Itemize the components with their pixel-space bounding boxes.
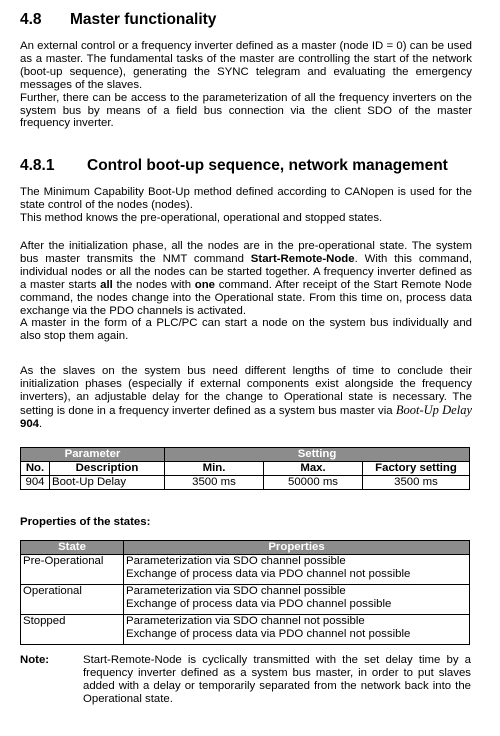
- all-emphasis: all: [100, 278, 113, 291]
- parameter-group-header: Parameter: [21, 448, 165, 462]
- col-no-header: No.: [21, 462, 50, 476]
- states-table: [20, 540, 470, 645]
- section-number: 4.8: [20, 11, 42, 28]
- col-factory-header: Factory setting: [363, 462, 470, 476]
- state-property-cell: Exchange of process data via PDO channel possible: [124, 598, 470, 611]
- parameter-table: [20, 447, 470, 490]
- table-row: [21, 585, 470, 599]
- state-property-cell: Parameterization via SDO channel possible: [124, 585, 470, 599]
- subsection-number: 4.8.1: [20, 157, 55, 174]
- param-min-cell: 3500 ms: [165, 476, 264, 490]
- parameter-table-column-row: [21, 462, 470, 476]
- plc-master-text: A master in the form of a PLC/PC can start a node on the system bus individually and also stop them again.: [20, 317, 472, 343]
- param-max-cell: 50000 ms: [264, 476, 363, 490]
- one-emphasis: one: [194, 278, 216, 291]
- state-property-cell: Exchange of process data via PDO channel not possible: [124, 628, 470, 641]
- param-factory-cell: 3500 ms: [363, 476, 470, 490]
- state-name-cell: Stopped: [21, 615, 124, 642]
- table-row: [21, 555, 470, 569]
- state-name-cell: Operational: [21, 585, 124, 612]
- master-tasks-paragraph: An external control or a frequency inverter defined as a master (node ID = 0) can be used as a master. The fundamental tasks of the master are controlling the start of the network (boot-up sequence), generating the SYNC telegram and evaluating the emergency messages of the slaves.: [20, 40, 472, 91]
- state-property-cell: Parameterization via SDO channel not possible: [124, 615, 470, 629]
- setting-group-header: Setting: [165, 448, 470, 462]
- state-name-cell: Pre-Operational: [21, 555, 124, 582]
- parameter-table-group-row: [21, 448, 470, 462]
- field-bus-access-paragraph: Further, there can be access to the parameterization of all the frequency inverters on the system bus by means of a field bus connection via the client SDO of the master frequency inverter.: [20, 91, 472, 130]
- states-heading: Properties of the states:: [20, 516, 151, 528]
- note-label: Note:: [20, 654, 50, 666]
- table-row: [21, 476, 470, 490]
- subsection-heading: [20, 157, 472, 175]
- table-row: [21, 615, 470, 629]
- section-heading: [20, 11, 472, 29]
- section-title: Master functionality: [70, 11, 217, 28]
- boot-delay-text: As the slaves on the system bus need different lengths of time to conclude their initialization phases (especially if external components exist alongside the frequency inverters), an adjustable delay for the change to Operational state is necessary. The setting is done in a frequency inverter defined as a system bus master via Boot-Up Delay 904.: [20, 365, 472, 430]
- col-min-header: Min.: [165, 462, 264, 476]
- state-property-cell: Parameterization via SDO channel possible: [124, 555, 470, 569]
- nmt-paragraph: [20, 240, 472, 343]
- bootup-method-paragraph: [20, 186, 472, 225]
- start-remote-node-term: Start-Remote-Node: [250, 252, 355, 265]
- boot-delay-paragraph: [20, 365, 472, 431]
- states-known-text: This method knows the pre-operational, operational and stopped states.: [20, 211, 383, 224]
- nmt-text: After the initialization phase, all the nodes are in the pre-operational state. The system bus master transmits the NMT command Start-Remote-Node. With this command, individual nodes or all the nodes can be started together. A frequency inverter defined as a master starts all the nodes with one command. After receipt of the Start Remote Node command, the nodes change into the Operational state. From this time on, process data exchange via the PDO channels is activated.: [20, 240, 472, 317]
- param-no-cell: 904: [21, 476, 50, 490]
- boot-up-delay-param-number: 904: [20, 417, 40, 430]
- param-desc-cell: Boot-Up Delay: [50, 476, 165, 490]
- col-properties-header: Properties: [124, 541, 470, 555]
- boot-up-delay-param-name: Boot-Up Delay: [395, 402, 472, 417]
- col-state-header: State: [21, 541, 124, 555]
- state-property-cell: Exchange of process data via PDO channel not possible: [124, 568, 470, 581]
- bootup-method-text: The Minimum Capability Boot-Up method defined according to CANopen is used for the state control of the nodes (nodes).: [20, 186, 472, 211]
- col-max-header: Max.: [264, 462, 363, 476]
- note-text: Start-Remote-Node is cyclically transmitted with the set delay time by a frequency inverter defined as a system bus master, in order to put slaves added with a delay or temporarily separated from the network back into the Operational state.: [83, 654, 471, 705]
- col-description-header: Description: [50, 462, 165, 476]
- states-table-header-row: [21, 541, 470, 555]
- section-intro: [20, 40, 472, 130]
- subsection-title: Control boot-up sequence, network management: [87, 157, 448, 174]
- row-spacer: [21, 641, 470, 645]
